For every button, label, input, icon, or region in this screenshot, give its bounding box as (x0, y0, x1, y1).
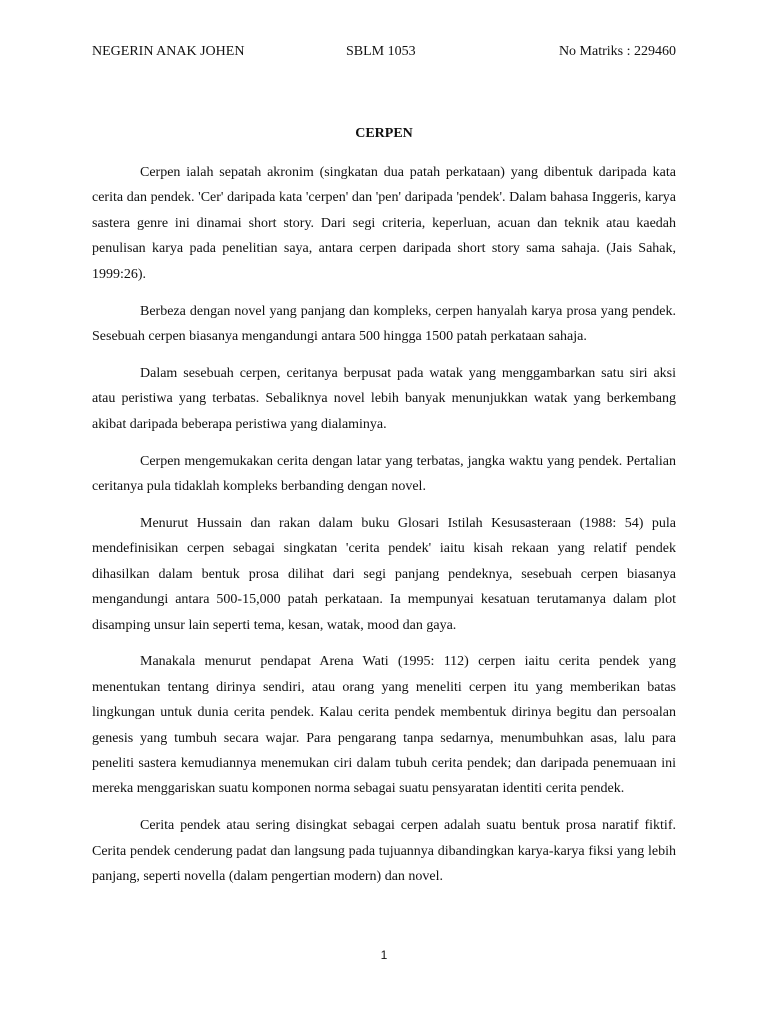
header-course-code: SBLM 1053 (346, 44, 416, 59)
document-title: CERPEN (355, 126, 413, 141)
header-matric-number: No Matriks : 229460 (558, 44, 676, 59)
header-student-name: NEGERIN ANAK JOHEN (92, 44, 245, 59)
page-number: 1 (380, 948, 388, 962)
paragraph: Dalam sesebuah cerpen, ceritanya berpusat pada watak yang menggambarkan satu siri aksi atau peristiwa yang terbatas. Sebaliknya novel lebih banyak menunjukkan watak yang berkembang akibat daripada beberapa peristiwa yang dialaminya. (92, 365, 676, 432)
paragraph: Cerita pendek atau sering disingkat sebagai cerpen adalah suatu bentuk prosa naratif fiktif. Cerita pendek cenderung padat dan langsung pada tujuannya dibandingkan karya-karya fiksi yang lebih panjang, seperti novella (dalam pengertian modern) dan novel. (92, 818, 676, 885)
page-header (92, 42, 676, 62)
document-body (92, 160, 676, 901)
paragraph: Berbeza dengan novel yang panjang dan kompleks, cerpen hanyalah karya prosa yang pendek. Sesebuah cerpen biasanya mengandungi antara 500 hingga 1500 patah perkataan sahaja. (92, 303, 676, 344)
paragraph: Menurut Hussain dan rakan dalam buku Glosari Istilah Kesusasteraan (1988: 54) pula mendefinisikan cerpen sebagai singkatan 'cerita pendek' iaitu kisah rekaan yang relatif pendek dihasilkan dalam bentuk prosa dilihat dari segi panjang pendeknya, sesebuah cerpen biasanya mengandungi antara 500-15,000 patah perkataan. Ia mempunyai kesatuan terutamanya dalam plot disamping unsur lain seperti tema, kesan, watak, mood dan gaya. (92, 515, 676, 633)
paragraph: Manakala menurut pendapat Arena Wati (1995: 112) cerpen iaitu cerita pendek yang menentukan tentang dirinya sendiri, atau orang yang meneliti cerpen itu yang memberikan batas lingkungan untuk dunia cerita pendek. Kalau cerita pendek membentuk dirinya begitu dan persoalan genesis yang tumbuh secara wajar. Para pengarang tanpa sedarnya, menumbuhkan asas, lalu para peneliti sastera kemudiannya menemukan ciri dalam tubuh cerita pendek; dan daripada penemuaan ini mereka menggariskan suatu komponen norma sebagai suatu pensyaratan identiti cerita pendek. (92, 654, 676, 797)
paragraph: Cerpen mengemukakan cerita dengan latar yang terbatas, jangka waktu yang pendek. Pertalian ceritanya pula tidaklah kompleks berbanding dengan novel. (92, 453, 676, 494)
paragraph: Cerpen ialah sepatah akronim (singkatan dua patah perkataan) yang dibentuk daripada kata cerita dan pendek. 'Cer' daripada kata 'cerpen' dan 'pen' daripada 'pendek'. Dalam bahasa Inggeris, karya sastera genre ini dinamai short story. Dari segi criteria, keperluan, acuan dan teknik atau kaedah penulisan karya pada penelitian saya, antara cerpen daripada short story sama sahaja. (Jais Sahak, 1999:26). (92, 165, 676, 282)
